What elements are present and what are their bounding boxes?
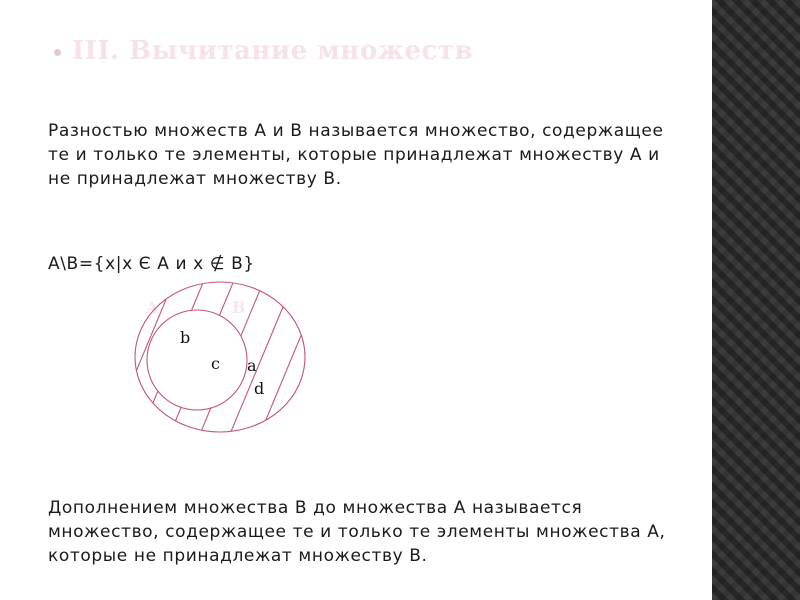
- set-difference-formula: А\В={x|x Є А и x ∉ В}: [48, 254, 255, 274]
- hatch-lines: [90, 242, 370, 482]
- outer-set-a-circle: [135, 282, 305, 432]
- bullet-icon: [54, 49, 61, 56]
- element-label-c: c: [211, 354, 220, 373]
- element-label-d: d: [254, 379, 265, 398]
- element-label-b: b: [180, 328, 191, 347]
- venn-diagram-svg: [130, 282, 310, 442]
- definition-paragraph: Разностью множеств А и В называется множество, содержащее те и только те элементы, которые принадлежат множеству А и не принадлежат множеству В.: [48, 121, 664, 189]
- faint-label-a: A: [146, 298, 159, 317]
- title-row: [54, 36, 473, 66]
- element-label-a: a: [247, 356, 257, 375]
- side-pattern-decoration: [712, 0, 800, 600]
- venn-diagram: [130, 282, 310, 442]
- faint-label-b: B: [232, 298, 246, 317]
- complement-paragraph: Дополнением множества В до множества А называется множество, содержащее те и только те элементы множества А, которые не принадлежат множеству В.: [48, 498, 666, 566]
- slide-title: III. Вычитание множеств: [72, 36, 474, 66]
- inner-set-b-circle: [147, 310, 247, 410]
